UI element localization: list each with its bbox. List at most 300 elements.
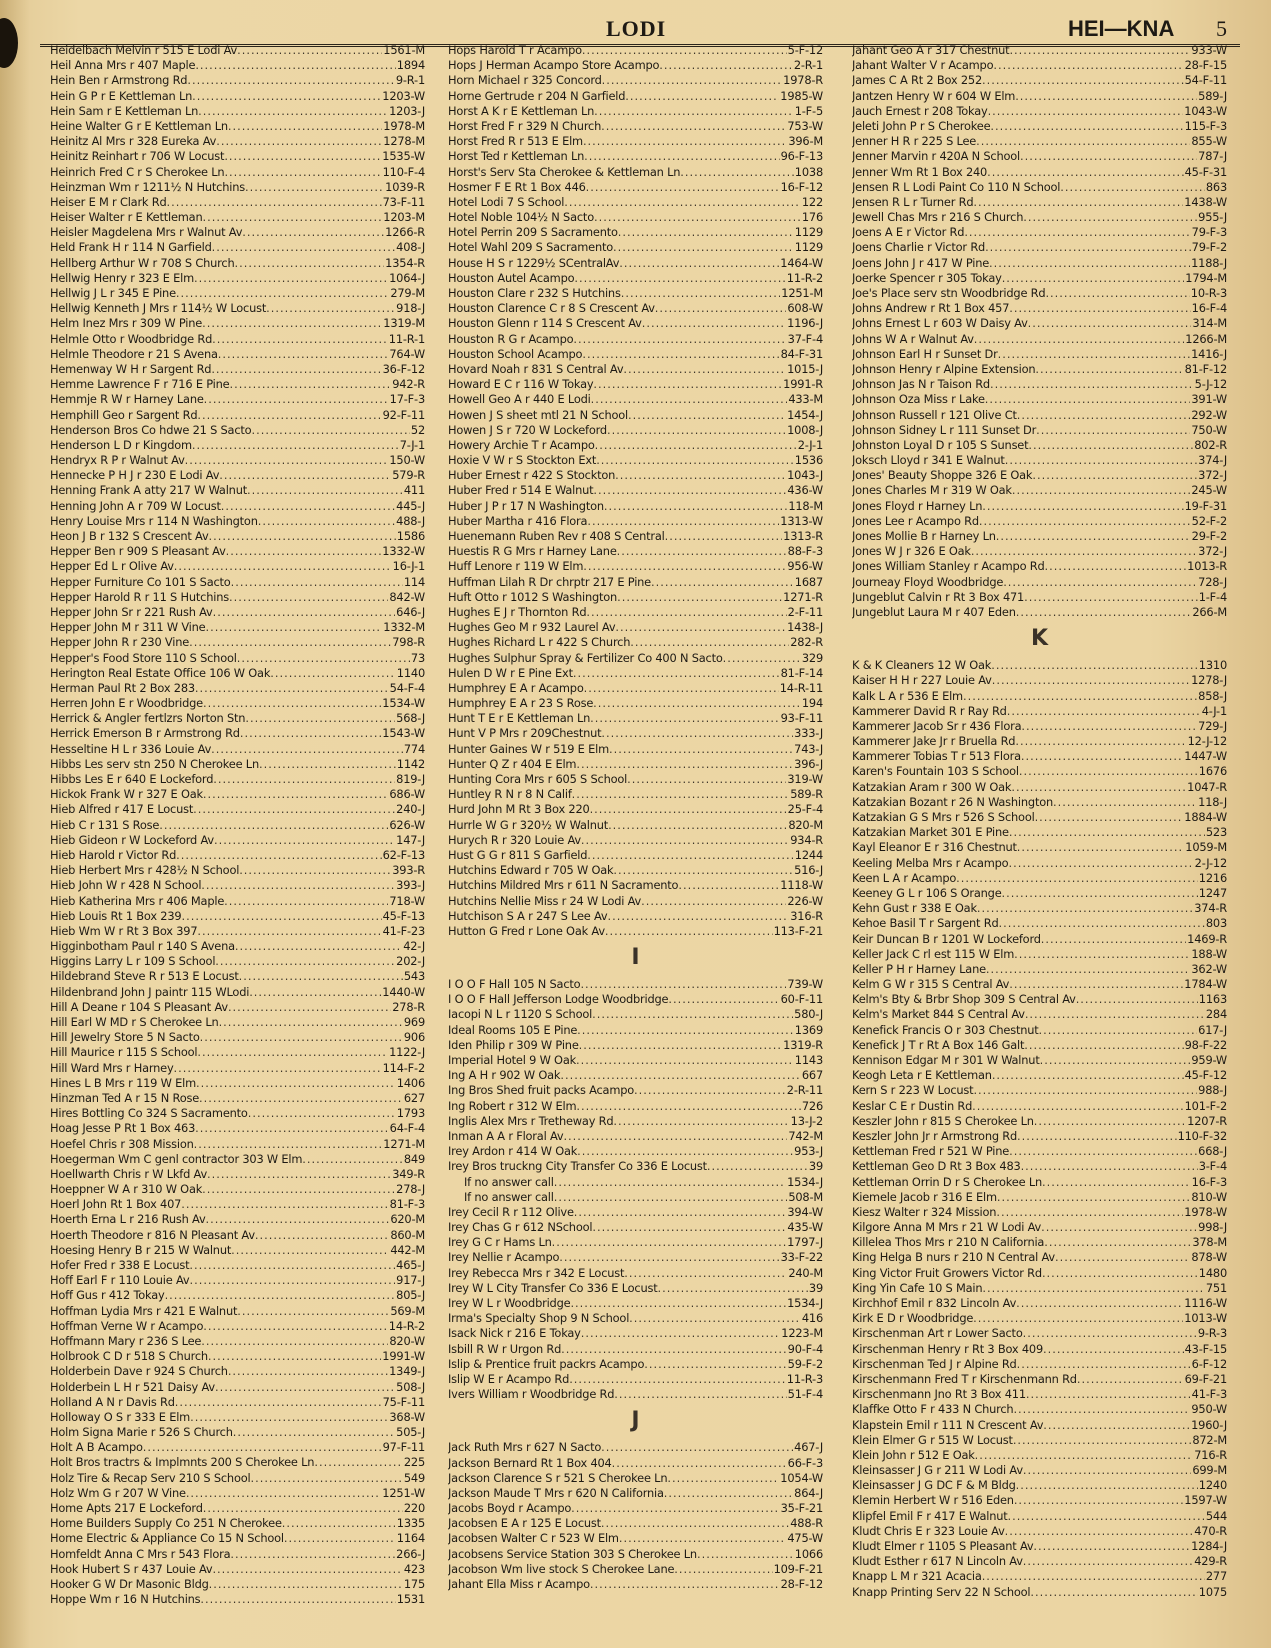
listing-name: Horst Ted r Kettleman Ln bbox=[448, 149, 585, 164]
phone-number: 2-R-1 bbox=[793, 58, 823, 73]
listing-name: I O O F Hall Jefferson Lodge Woodbridge bbox=[448, 992, 669, 1007]
listing-name: Henning John A r 709 W Locust bbox=[50, 498, 221, 513]
dot-leader bbox=[973, 1311, 1183, 1326]
listing-name: Hellwig Henry r 323 E Elm bbox=[50, 270, 195, 285]
phone-number: 28-F-15 bbox=[1184, 58, 1227, 73]
listing-row bbox=[448, 1456, 823, 1471]
dot-leader bbox=[997, 1190, 1190, 1205]
dot-leader bbox=[601, 1440, 793, 1455]
listing-name: Johnson Henry r Alpine Extension bbox=[852, 361, 1036, 376]
phone-number: 467-J bbox=[794, 1440, 823, 1455]
dot-leader bbox=[601, 1516, 789, 1531]
listing-row bbox=[50, 1410, 425, 1425]
phone-number: 202-J bbox=[396, 954, 425, 969]
listing-name: Jungeblut Laura M r 407 Eden bbox=[852, 604, 1016, 619]
phone-number: 5-J-12 bbox=[1194, 377, 1227, 392]
dot-leader bbox=[1042, 1175, 1191, 1190]
listing-row bbox=[50, 818, 425, 833]
listing-row bbox=[852, 1402, 1227, 1417]
phone-number: 1960-J bbox=[1191, 1417, 1227, 1432]
listing-name: Joens A E r Victor Rd bbox=[852, 225, 965, 240]
listing-row bbox=[852, 1585, 1227, 1600]
phone-number: 1015-J bbox=[787, 361, 823, 376]
phone-number: 266-M bbox=[1192, 604, 1227, 619]
listing-name: Hovard Noah r 831 S Central Av bbox=[448, 361, 624, 376]
dot-leader bbox=[982, 1281, 1204, 1296]
phone-number: 1440-W bbox=[382, 984, 425, 999]
listing-name: Hesseltine H L r 336 Louie Av bbox=[50, 741, 212, 756]
listing-row bbox=[50, 119, 425, 134]
dot-leader bbox=[187, 73, 394, 88]
dot-leader bbox=[627, 772, 786, 787]
listing-row bbox=[852, 89, 1227, 104]
listing-row bbox=[448, 575, 823, 590]
dot-leader bbox=[143, 1440, 382, 1455]
listing-name: Islip W E r Acampo Rd bbox=[448, 1371, 570, 1386]
listing-row bbox=[852, 559, 1227, 574]
dot-leader bbox=[1011, 780, 1186, 795]
dot-leader bbox=[1023, 1554, 1193, 1569]
dot-leader bbox=[570, 1296, 786, 1311]
phone-number: 66-F-3 bbox=[787, 1455, 823, 1470]
listing-name: Horst's Serv Sta Cherokee & Kettleman Ln bbox=[448, 164, 681, 179]
dot-leader bbox=[231, 575, 403, 590]
phone-number: 14-R-11 bbox=[779, 680, 823, 695]
listing-name: Huff Lenore r 119 W Elm bbox=[448, 559, 584, 574]
listing-row bbox=[852, 195, 1227, 210]
phone-number: 803 bbox=[1205, 916, 1227, 931]
dot-leader bbox=[615, 468, 786, 483]
dot-leader bbox=[1017, 1357, 1191, 1372]
listing-row bbox=[50, 1440, 425, 1455]
listing-name: Jackson Bernard Rt 1 Box 404 bbox=[448, 1455, 612, 1470]
listing-name: Hoff Gus r 412 Tokay bbox=[50, 1288, 165, 1303]
listing-name: Kern S r 223 W Locust bbox=[852, 1083, 974, 1098]
dot-leader bbox=[982, 499, 1183, 514]
dot-leader bbox=[617, 544, 787, 559]
dot-leader bbox=[594, 210, 801, 225]
listing-name: Heiser Walter r E Kettleman bbox=[50, 210, 203, 225]
phone-number: 33-F-22 bbox=[780, 1250, 823, 1265]
listing-name: Kettleman Fred r 521 W Pine bbox=[852, 1144, 1010, 1159]
listing-name: Helmle Otto r Woodbridge Rd bbox=[50, 331, 213, 346]
listing-name: Heinitz Reinhart r 706 W Locust bbox=[50, 149, 225, 164]
dot-leader bbox=[641, 894, 786, 909]
phone-number: 1534-J bbox=[787, 1296, 823, 1310]
dot-leader bbox=[245, 180, 384, 195]
dot-leader bbox=[577, 1023, 794, 1038]
phone-number: 1244 bbox=[794, 847, 823, 862]
listing-row bbox=[852, 764, 1227, 779]
listing-name: Hill Ward Mrs r Harney bbox=[50, 1060, 174, 1075]
listing-row bbox=[50, 1061, 425, 1076]
listing-name: Hickok Frank W r 327 E Oak bbox=[50, 787, 203, 802]
listing-row bbox=[50, 362, 425, 377]
listing-name: Joerke Spencer r 305 Tokay bbox=[852, 270, 1002, 285]
dot-leader bbox=[564, 195, 801, 210]
listing-name: Holz Wm G r 207 W Vine bbox=[50, 1485, 186, 1500]
listing-name: Herrick & Angler fertlzrs Norton Stn bbox=[50, 711, 246, 726]
dot-leader bbox=[560, 1068, 801, 1083]
phone-number: 393-J bbox=[396, 878, 425, 893]
listing-name: Hotel Perrin 209 S Sacramento bbox=[448, 225, 618, 240]
dot-leader bbox=[655, 301, 787, 316]
listing-row bbox=[448, 149, 823, 164]
phone-number: 378-M bbox=[1192, 1235, 1227, 1250]
phone-number: 918-J bbox=[396, 301, 425, 316]
dot-leader bbox=[251, 423, 409, 438]
phone-number: 2-J-12 bbox=[1194, 855, 1227, 870]
listing-name: Heinrich Fred C r S Cherokee Ln bbox=[50, 164, 225, 179]
phone-number: 626-W bbox=[389, 817, 425, 832]
dot-leader bbox=[1024, 1038, 1183, 1053]
phone-number: 81-F-12 bbox=[1184, 361, 1227, 376]
listing-name: Johnson Sidney L r 111 Sunset Dr bbox=[852, 422, 1037, 437]
listing-row bbox=[448, 1501, 823, 1516]
dot-leader bbox=[651, 575, 794, 590]
listing-name: Hoegerman Wm C genl contractor 303 W Elm bbox=[50, 1151, 303, 1166]
dot-leader bbox=[248, 1106, 396, 1121]
listing-name: Hieb Louis Rt 1 Box 239 bbox=[50, 908, 182, 923]
phone-number: 1531 bbox=[396, 1592, 425, 1607]
listing-name: Kludt Chris E r 323 Louie Av bbox=[852, 1523, 1005, 1538]
dot-leader bbox=[601, 119, 786, 134]
dot-leader bbox=[976, 134, 1190, 149]
dot-leader bbox=[580, 977, 786, 992]
dot-leader bbox=[219, 1015, 403, 1030]
listing-name: Hunt V P Mrs r 209Chestnut bbox=[448, 726, 602, 741]
listing-name: Kehn Gust r 338 E Oak bbox=[852, 901, 977, 916]
listing-name: Holz Tire & Recap Serv 210 S School bbox=[50, 1470, 251, 1485]
listing-name: Hust G G r 811 S Garfield bbox=[448, 847, 588, 862]
dot-leader bbox=[1043, 1418, 1190, 1433]
listing-name: Humphrey E A r 23 S Rose bbox=[448, 696, 594, 711]
listing-name: Huenemann Ruben Rev r 408 S Central bbox=[448, 529, 665, 543]
page-number: 5 bbox=[1216, 16, 1227, 41]
listing-row bbox=[50, 149, 425, 164]
phone-number: 114 bbox=[403, 574, 425, 589]
dot-leader bbox=[668, 992, 779, 1007]
listing-name: Hieb Wm W r Rt 3 Box 397 bbox=[50, 923, 198, 938]
phone-number: 69-F-21 bbox=[1184, 1371, 1227, 1386]
listing-name: Heiser E M r Clark Rd bbox=[50, 194, 167, 209]
phone-number: 2-R-11 bbox=[786, 1083, 823, 1098]
listing-name: Keeling Melba Mrs r Acampo bbox=[852, 855, 1009, 870]
phone-number: 617-J bbox=[1198, 1022, 1227, 1037]
dot-leader bbox=[1013, 1402, 1190, 1417]
listing-name: Hofer Fred r 338 E Locust bbox=[50, 1258, 190, 1272]
dot-leader bbox=[590, 711, 780, 726]
listing-row bbox=[50, 104, 425, 119]
listing-name: Hieb Katherina Mrs r 406 Maple bbox=[50, 893, 225, 908]
phone-number: 1163 bbox=[1198, 992, 1227, 1007]
listing-name: If no answer call bbox=[464, 1174, 554, 1189]
listing-row bbox=[852, 1114, 1227, 1129]
listing-name: Hendryx R P r Walnut Av bbox=[50, 453, 185, 468]
dot-leader bbox=[1077, 1372, 1184, 1387]
listing-row bbox=[448, 1531, 823, 1546]
dot-leader bbox=[194, 271, 388, 286]
dot-leader bbox=[1003, 575, 1197, 590]
listing-row bbox=[50, 1258, 425, 1273]
listing-row bbox=[50, 347, 425, 362]
listing-name: Herrick Emerson B r Armstrong Rd bbox=[50, 726, 240, 741]
phone-number: 863 bbox=[1205, 179, 1227, 194]
listing-name: Hepper Ben r 909 S Pleasant Av bbox=[50, 544, 226, 559]
phone-number: 11-R-2 bbox=[786, 270, 823, 285]
phone-number: 226-W bbox=[787, 893, 823, 908]
listing-row bbox=[448, 1266, 823, 1281]
listing-name: Hellberg Arthur W r 708 S Church bbox=[50, 255, 235, 270]
listing-name: Huber Fred r 514 E Walnut bbox=[448, 483, 594, 498]
listing-name: Joe's Place serv stn Woodbridge Rd bbox=[852, 286, 1046, 300]
dot-leader bbox=[612, 1456, 787, 1471]
dot-leader bbox=[239, 969, 403, 984]
listing-row bbox=[448, 529, 823, 544]
listing-name: Klapstein Emil r 111 N Crescent Av bbox=[852, 1417, 1044, 1432]
phone-number: 51-F-4 bbox=[787, 1387, 823, 1402]
listing-row bbox=[448, 1516, 823, 1531]
phone-number: 90-F-4 bbox=[787, 1341, 823, 1356]
dot-leader bbox=[1043, 1342, 1184, 1357]
dot-leader bbox=[201, 878, 395, 893]
listing-name: If no answer call bbox=[464, 1189, 554, 1204]
phone-number: 589-J bbox=[1198, 88, 1227, 103]
listing-name: Knapp L M r 321 Acacia bbox=[852, 1569, 982, 1584]
dot-leader bbox=[213, 772, 395, 787]
listing-name: Huft Otto r 1012 S Washington bbox=[448, 589, 618, 604]
listing-name: Klipfel Emil F r 417 E Walnut bbox=[852, 1508, 1008, 1523]
phone-number: 1978-M bbox=[383, 118, 425, 133]
listing-name: Kettleman Orrin D r S Cherokee Ln bbox=[852, 1174, 1042, 1189]
listing-row bbox=[50, 438, 425, 453]
dot-leader bbox=[1013, 1433, 1192, 1448]
dot-leader bbox=[1045, 286, 1189, 301]
phone-number: 1597-W bbox=[1184, 1493, 1227, 1508]
dot-leader bbox=[1023, 210, 1197, 225]
phone-number: 956-W bbox=[787, 559, 823, 574]
listing-row bbox=[50, 848, 425, 863]
phone-number: 686-W bbox=[389, 787, 425, 802]
phone-number: 59-F-2 bbox=[787, 1356, 823, 1371]
phone-number: 39 bbox=[808, 1280, 823, 1295]
phone-number: 1118-W bbox=[780, 878, 823, 893]
listing-name: Jahant Geo A r 317 Chestnut bbox=[852, 43, 1010, 57]
listing-row bbox=[852, 1311, 1227, 1326]
phone-number: 627 bbox=[403, 1090, 425, 1105]
phone-number: 35-F-21 bbox=[780, 1501, 823, 1516]
dot-leader bbox=[592, 1220, 786, 1235]
listing-row bbox=[50, 43, 425, 58]
dot-leader bbox=[986, 962, 1190, 977]
listing-row bbox=[50, 696, 425, 711]
listing-row bbox=[50, 1000, 425, 1015]
dot-leader bbox=[1044, 1235, 1191, 1250]
phone-number: 906 bbox=[403, 1030, 425, 1045]
listing-name: Kenefick J T r Rt A Box 146 Galt bbox=[852, 1037, 1025, 1052]
dot-leader bbox=[561, 1342, 787, 1357]
listing-name: Ing Robert r 312 W Elm bbox=[448, 1098, 577, 1113]
dot-leader bbox=[201, 1334, 388, 1349]
phone-number: 79-F-2 bbox=[1191, 240, 1227, 255]
phone-number: 408-J bbox=[396, 240, 425, 255]
city-title: LODI bbox=[606, 16, 667, 41]
dot-leader bbox=[1008, 1509, 1205, 1524]
listing-row bbox=[50, 1395, 425, 1410]
listing-name: Hepper John M r 311 W Vine bbox=[50, 620, 206, 635]
dot-leader bbox=[209, 529, 396, 544]
dot-leader bbox=[212, 240, 395, 255]
phone-number: 396-J bbox=[794, 756, 823, 771]
listing-row bbox=[852, 1266, 1227, 1281]
listing-name: Keller Jack C rl est 115 W Elm bbox=[852, 946, 1015, 961]
phone-number: 1319-R bbox=[783, 1037, 823, 1052]
dot-leader bbox=[206, 1212, 390, 1227]
listing-name: Howen J S sheet mtl 21 N School bbox=[448, 407, 629, 422]
phone-number: 329 bbox=[801, 650, 823, 665]
dot-leader bbox=[554, 1175, 786, 1190]
listing-name: Hoesing Henry B r 215 W Walnut bbox=[50, 1242, 232, 1257]
listing-row bbox=[50, 195, 425, 210]
phone-number: 1203-W bbox=[382, 88, 425, 103]
dot-leader bbox=[197, 1045, 388, 1060]
listing-row bbox=[852, 332, 1227, 347]
listing-name: Houston R G r Acampo bbox=[448, 331, 574, 346]
listing-row bbox=[448, 878, 823, 893]
listing-row bbox=[448, 863, 823, 878]
dot-leader bbox=[989, 256, 1190, 271]
listing-row bbox=[852, 1418, 1227, 1433]
dot-leader bbox=[590, 802, 787, 817]
phone-number: 950-W bbox=[1191, 1402, 1227, 1417]
listing-name: Kirschenman Art r Lower Sacto bbox=[852, 1326, 1023, 1341]
listing-name: Heine Walter G r E Kettleman Ln bbox=[50, 118, 228, 133]
listing-name: Hutchins Mildred Mrs r 611 N Sacramento bbox=[448, 878, 679, 893]
listing-row bbox=[50, 423, 425, 438]
phone-number: 488-J bbox=[396, 513, 425, 528]
phone-number: 109-F-21 bbox=[773, 1561, 823, 1576]
phone-number: 101-F-2 bbox=[1184, 1098, 1227, 1113]
phone-number: 114-F-2 bbox=[382, 1060, 425, 1075]
dot-leader bbox=[302, 1152, 403, 1167]
dot-leader bbox=[1041, 1220, 1197, 1235]
listing-name: Kirchhof Emil r 832 Lincoln Av bbox=[852, 1296, 1017, 1310]
phone-number: 436-W bbox=[787, 483, 823, 498]
listing-row bbox=[448, 180, 823, 195]
phone-number: 319-W bbox=[787, 772, 823, 786]
phone-number: 1464-W bbox=[780, 255, 823, 270]
listing-name: Hill Earl W MD r S Cherokee Ln bbox=[50, 1015, 219, 1029]
dot-leader bbox=[697, 1547, 794, 1562]
dot-leader bbox=[174, 559, 392, 574]
phone-number: 113-F-21 bbox=[773, 923, 823, 938]
listing-name: Irey G C r Hams Ln bbox=[448, 1235, 552, 1250]
dot-leader bbox=[587, 848, 794, 863]
listing-row bbox=[448, 1129, 823, 1144]
listing-row bbox=[50, 651, 425, 666]
phone-number: 1310 bbox=[1198, 658, 1227, 673]
phone-number: 1534-J bbox=[787, 1174, 823, 1189]
phone-number: 579-R bbox=[392, 468, 425, 483]
dot-leader bbox=[203, 1319, 388, 1334]
listing-name: Keeney G L r 106 S Orange bbox=[852, 885, 1002, 900]
listing-name: Hepper Ed L r Olive Av bbox=[50, 559, 174, 574]
dot-leader bbox=[972, 1099, 1183, 1114]
dot-leader bbox=[629, 1311, 801, 1326]
listing-row bbox=[852, 1539, 1227, 1554]
listing-row bbox=[50, 225, 425, 240]
listing-name: Heisler Magdelena Mrs r Walnut Av bbox=[50, 225, 243, 240]
dot-leader bbox=[963, 689, 1197, 704]
listing-name: Huntley R N r 8 N Calif bbox=[448, 787, 572, 802]
listing-row bbox=[448, 392, 823, 407]
phone-number: 810-W bbox=[1191, 1189, 1227, 1204]
listing-row bbox=[50, 210, 425, 225]
phone-number: 1047-R bbox=[1187, 779, 1227, 794]
dot-leader bbox=[619, 1531, 787, 1546]
phone-number: 1129 bbox=[794, 240, 823, 255]
phone-number: 1013-W bbox=[1184, 1311, 1227, 1326]
listing-row bbox=[50, 1212, 425, 1227]
phone-number: 1271-M bbox=[383, 1136, 425, 1151]
dot-leader bbox=[1076, 992, 1198, 1007]
listing-name: Helmle Theodore r 21 S Avena bbox=[50, 346, 218, 361]
listing-row bbox=[852, 1053, 1227, 1068]
listing-name: Home Apts 217 E Lockeford bbox=[50, 1501, 203, 1515]
listing-row bbox=[50, 301, 425, 316]
phone-number: 16-F-12 bbox=[780, 179, 823, 194]
listing-row bbox=[50, 1349, 425, 1364]
listing-row bbox=[448, 1440, 823, 1455]
listing-row bbox=[50, 134, 425, 149]
dot-leader bbox=[208, 1349, 381, 1364]
listing-row bbox=[448, 772, 823, 787]
phone-number: 349-R bbox=[392, 1166, 425, 1181]
listing-row bbox=[50, 742, 425, 757]
dot-leader bbox=[576, 1099, 800, 1114]
phone-number: 1313-W bbox=[780, 513, 823, 528]
listing-row bbox=[852, 1007, 1227, 1022]
listing-name: Irey W L r Woodbridge bbox=[448, 1296, 571, 1310]
listing-row bbox=[448, 1296, 823, 1311]
phone-number: 1332-M bbox=[383, 620, 425, 635]
phone-number: 84-F-31 bbox=[780, 346, 823, 361]
listing-name: Horst A K r E Kettleman Ln bbox=[448, 103, 595, 118]
phone-number: 716-R bbox=[1194, 1447, 1227, 1462]
dot-leader bbox=[1055, 1250, 1190, 1265]
listing-name: Hires Bottling Co 324 S Sacramento bbox=[50, 1106, 248, 1121]
phone-number: 97-F-11 bbox=[382, 1440, 425, 1455]
listing-row bbox=[448, 1038, 823, 1053]
listing-name: Henning Frank A atty 217 W Walnut bbox=[50, 483, 247, 498]
phone-number: 646-J bbox=[396, 604, 425, 619]
phone-number: 1797-J bbox=[787, 1235, 823, 1250]
listing-name: Herman Paul Rt 2 Box 283 bbox=[50, 680, 195, 695]
listing-name: Henderson L D r Kingdom bbox=[50, 437, 192, 452]
dot-leader bbox=[992, 1068, 1184, 1083]
listing-row bbox=[852, 1023, 1227, 1038]
phone-number: 9-R-3 bbox=[1197, 1326, 1227, 1341]
listing-row bbox=[852, 316, 1227, 331]
listing-name: Henry Louise Mrs r 114 N Washington bbox=[50, 513, 258, 528]
listing-row bbox=[50, 1076, 425, 1091]
dot-leader bbox=[593, 483, 786, 498]
dot-leader bbox=[200, 1030, 403, 1045]
listing-row bbox=[852, 916, 1227, 931]
listing-row bbox=[448, 271, 823, 286]
phone-number: 54-F-11 bbox=[1184, 73, 1227, 88]
listing-row bbox=[50, 1455, 425, 1470]
